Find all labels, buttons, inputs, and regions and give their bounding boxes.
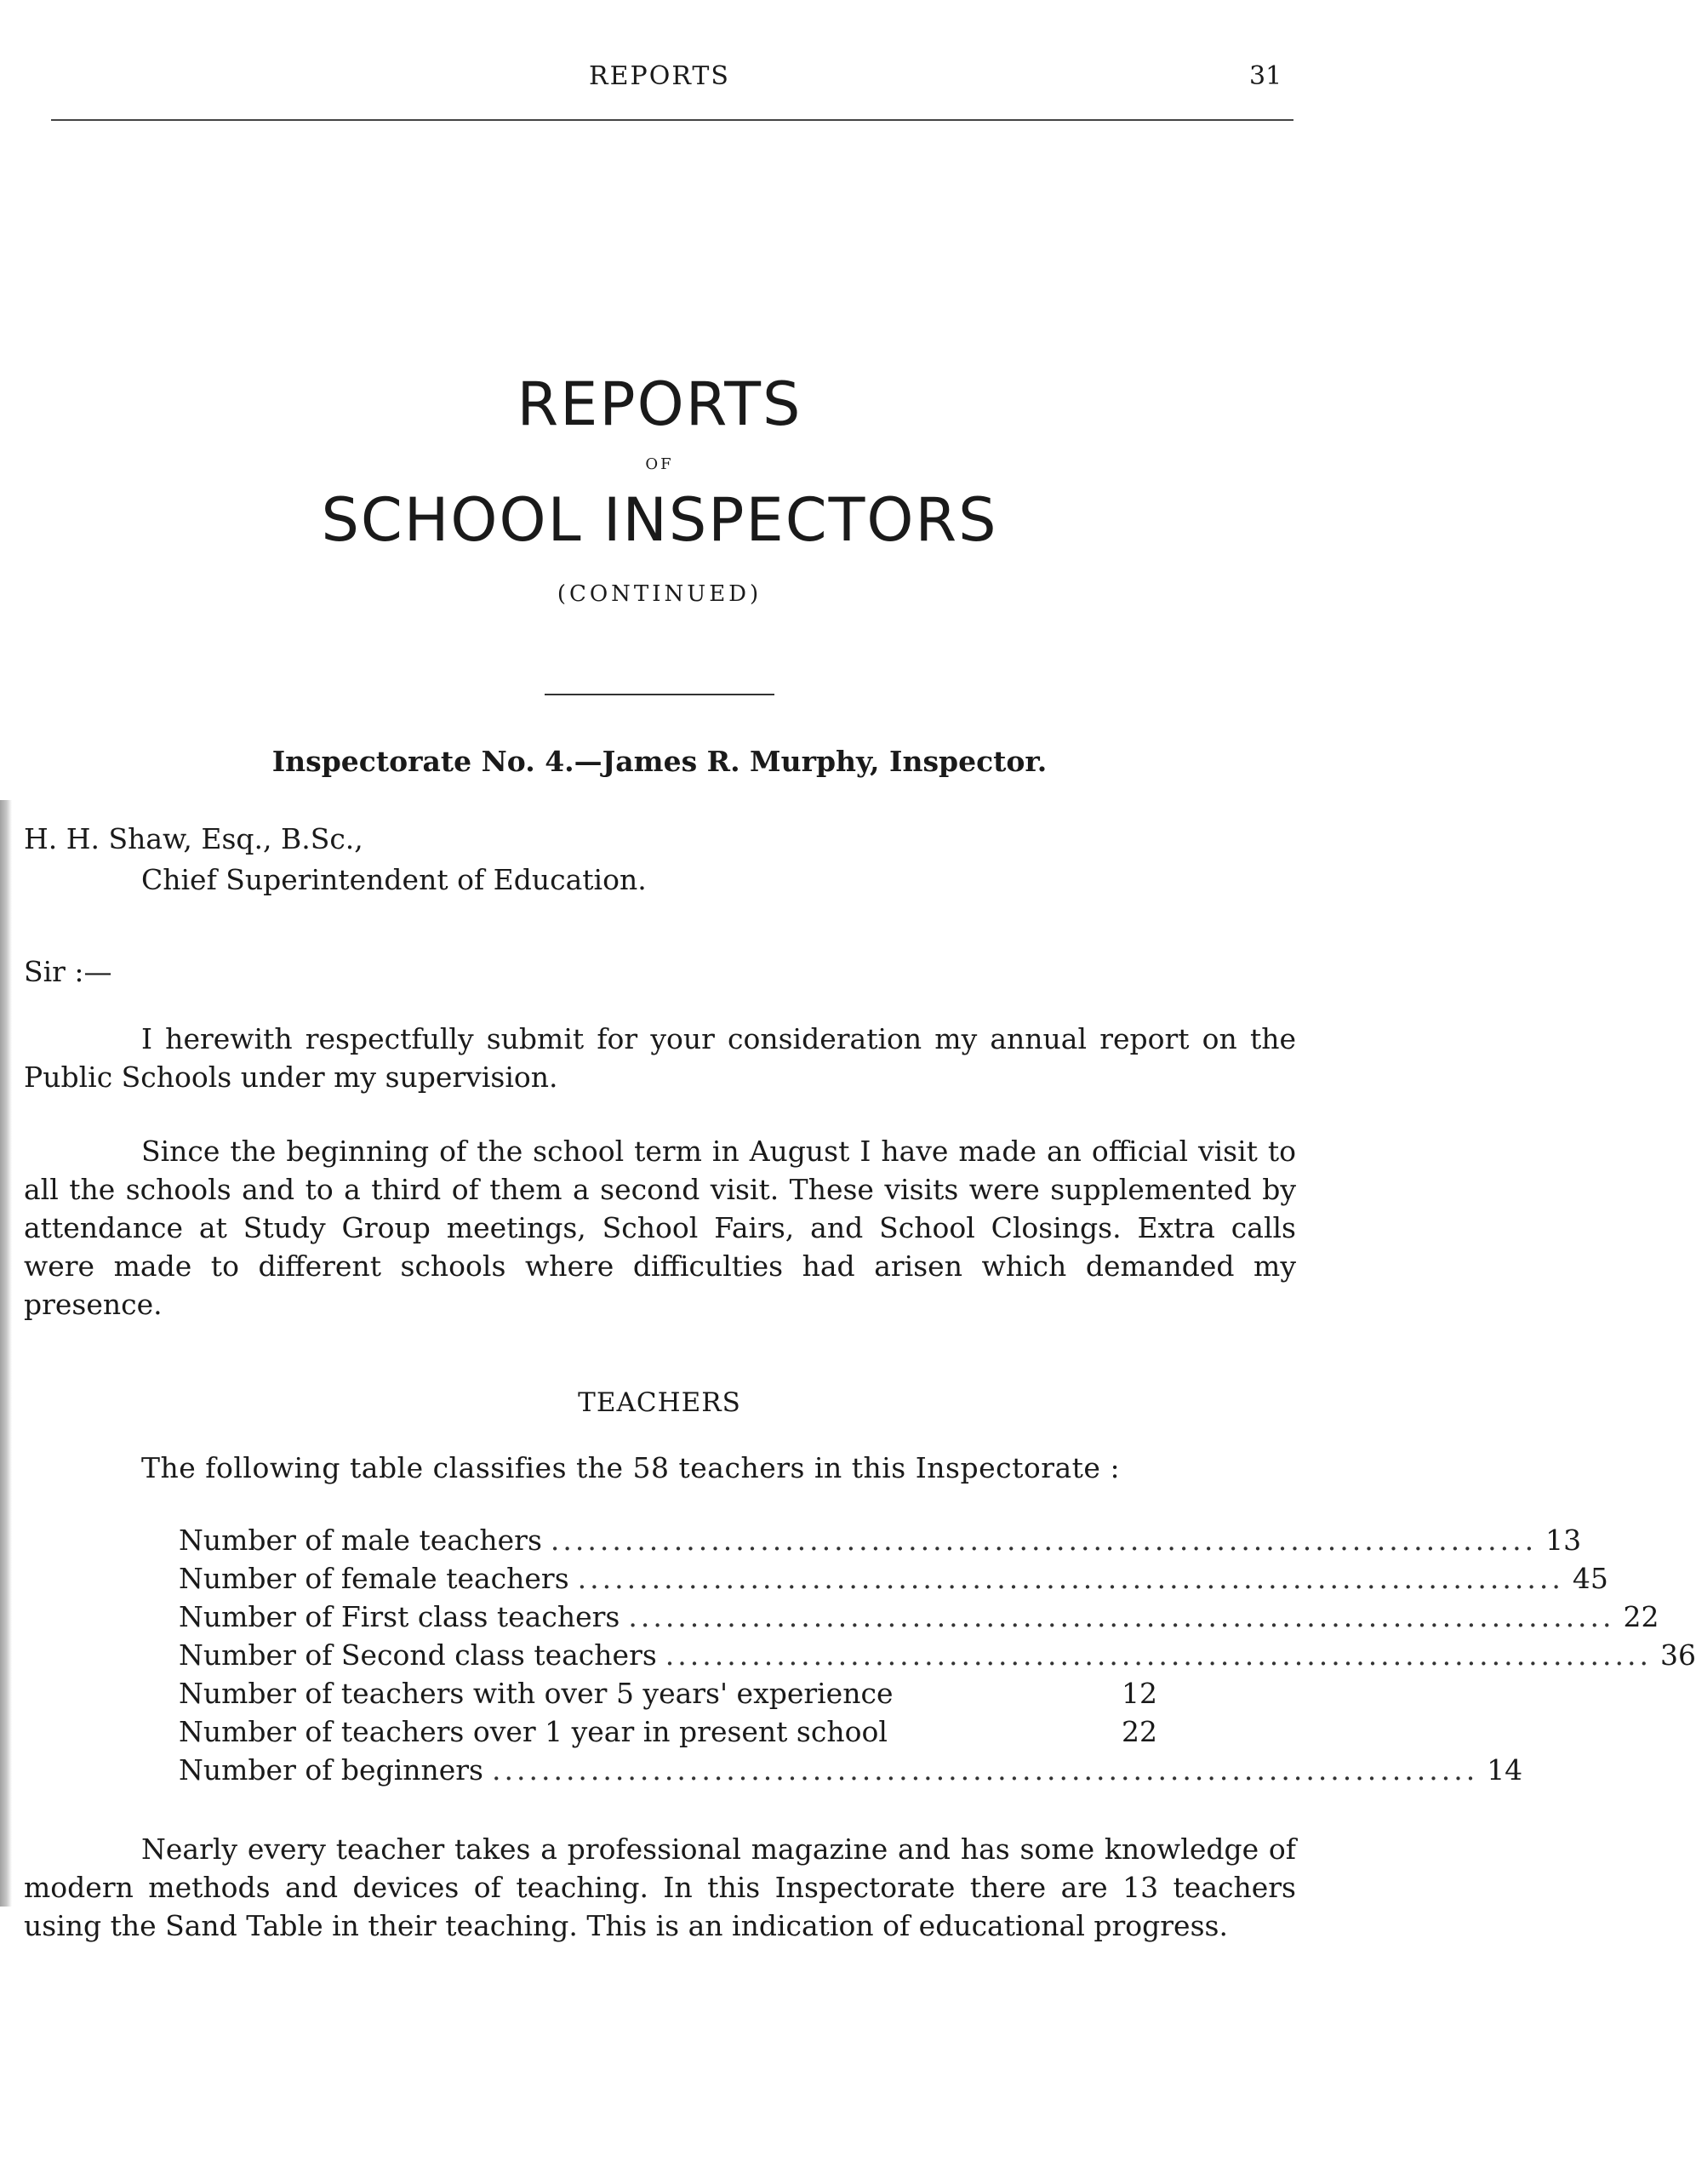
- row-label: Number of teachers over 1 year in present school: [179, 1715, 888, 1748]
- title-subtitle: SCHOOL INSPECTORS: [321, 485, 998, 555]
- dot-leader: ................................................................................: [665, 1638, 1652, 1672]
- row-value: 14: [1487, 1753, 1523, 1787]
- table-row: [179, 1638, 1696, 1677]
- row-value: 22: [1623, 1600, 1659, 1633]
- dot-leader: ................................................................................: [628, 1600, 1615, 1633]
- table-row: [179, 1562, 1608, 1600]
- paragraph-visits: Since the beginning of the school term in August I have made an official visit to all the schools and to a third of them a second visit. These visits were supplemented by attendance at Study Group meetings, School Fairs, and School Closings. Extra calls were made to different schools where difficulties had arisen which demanded my presence.: [24, 1135, 1296, 1321]
- table-row: [179, 1715, 1157, 1753]
- teachers-intro: The following table classifies the 58 teachers in this Inspectorate :: [141, 1451, 1121, 1484]
- title-of: OF: [645, 455, 674, 473]
- title-block: [0, 366, 1319, 620]
- addressee-block: [24, 819, 647, 900]
- title-main: REPORTS: [517, 369, 802, 439]
- row-value: 12: [1122, 1677, 1157, 1710]
- table-row: [179, 1600, 1659, 1638]
- row-label: Number of male teachers: [179, 1524, 542, 1557]
- row-label: Number of Second class teachers: [179, 1638, 657, 1672]
- row-label: Number of beginners: [179, 1753, 483, 1787]
- row-label: Number of First class teachers: [179, 1600, 620, 1633]
- teachers-table: [179, 1524, 1696, 1792]
- row-value: 22: [1122, 1715, 1157, 1748]
- binding-shadow: [0, 800, 12, 1907]
- dot-leader: ................................................................................: [550, 1524, 1538, 1557]
- row-label: Number of female teachers: [179, 1562, 569, 1595]
- section-heading-teachers: TEACHERS: [578, 1387, 741, 1418]
- running-header: [0, 61, 1432, 95]
- row-value: 13: [1545, 1524, 1582, 1557]
- inspectorate-heading: Inspectorate No. 4.—James R. Murphy, Inspector.: [271, 745, 1048, 778]
- paragraph-intro: I herewith respectfully submit for your consideration my annual report on the Public Schools under my supervision.: [24, 1022, 1296, 1094]
- salutation: Sir :—: [24, 955, 112, 988]
- table-row: [179, 1524, 1582, 1562]
- title-rule: [545, 694, 774, 695]
- row-label: Number of teachers with over 5 years' experience: [179, 1677, 894, 1710]
- paragraph-progress: Nearly every teacher takes a professional magazine and has some knowledge of modern methods and devices of teaching. In this Inspectorate there are 13 teachers using the Sand Table in their teaching. This is an indication of educational progress.: [24, 1832, 1296, 1942]
- addressee-name: H. H. Shaw, Esq., B.Sc.,: [24, 822, 363, 855]
- dot-leader: ................................................................................: [492, 1753, 1479, 1787]
- row-value: 45: [1572, 1562, 1608, 1595]
- dot-leader: ................................................................................: [577, 1562, 1564, 1595]
- row-value: 36: [1659, 1638, 1696, 1672]
- page-number: 31: [1249, 61, 1282, 91]
- header-rule: [51, 119, 1293, 121]
- addressee-position: Chief Superintendent of Education.: [141, 863, 647, 896]
- title-continued: (CONTINUED): [557, 581, 762, 607]
- table-row: [179, 1677, 1157, 1715]
- running-title: REPORTS: [589, 61, 730, 91]
- table-row: [179, 1753, 1523, 1792]
